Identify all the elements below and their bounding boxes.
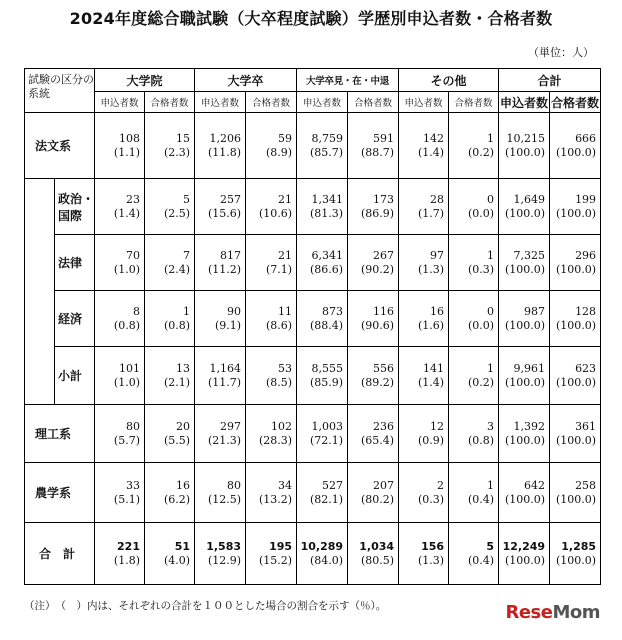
sub-header-applicants: 申込者数 xyxy=(95,92,145,113)
data-cell xyxy=(550,291,601,347)
cell-percent: (2.5) xyxy=(163,206,191,220)
cell-count: 80 xyxy=(126,419,140,433)
cell-percent: (100.0) xyxy=(555,206,597,220)
indent-cell xyxy=(25,347,55,405)
cell-percent: (1.4) xyxy=(417,375,445,389)
data-cell xyxy=(550,347,601,405)
cell-percent: (100.0) xyxy=(555,492,597,506)
cell-count: 666 xyxy=(575,131,597,145)
group-header: 大学卒見・在・中退 xyxy=(297,69,399,92)
category-header: 試験の区分の系統 xyxy=(25,69,95,113)
cell-percent: (100.0) xyxy=(555,318,597,332)
data-cell xyxy=(348,523,399,585)
cell-percent: (0.8) xyxy=(467,433,495,447)
table-row xyxy=(25,347,601,405)
cell-percent: (0.4) xyxy=(467,553,495,567)
cell-count: 7 xyxy=(183,248,191,262)
cell-percent: (80.2) xyxy=(360,492,395,506)
cell-percent: (65.4) xyxy=(360,433,395,447)
cell-count: 23 xyxy=(126,192,140,206)
cell-percent: (100.0) xyxy=(504,318,546,332)
data-cell xyxy=(399,523,449,585)
data-cell xyxy=(195,113,246,179)
data-cell xyxy=(499,347,550,405)
data-cell xyxy=(499,235,550,291)
cell-percent: (90.2) xyxy=(360,262,395,276)
cell-percent: (2.4) xyxy=(163,262,191,276)
cell-percent: (8.6) xyxy=(265,318,293,332)
data-cell xyxy=(145,113,195,179)
row-label: 法律 xyxy=(55,235,95,291)
cell-percent: (5.7) xyxy=(113,433,140,447)
cell-percent: (86.6) xyxy=(309,262,344,276)
cell-percent: (1.1) xyxy=(113,145,140,159)
cell-percent: (89.2) xyxy=(360,375,395,389)
data-cell xyxy=(145,405,195,463)
data-cell xyxy=(449,179,499,235)
row-label: 政治・国際 xyxy=(55,179,95,235)
data-cell xyxy=(297,405,348,463)
cell-percent: (1.3) xyxy=(417,553,445,567)
cell-percent: (1.7) xyxy=(417,206,445,220)
cell-count: 108 xyxy=(119,131,140,145)
cell-count: 1,003 xyxy=(311,419,344,433)
cell-percent: (88.4) xyxy=(309,318,344,332)
data-cell xyxy=(95,291,145,347)
cell-count: 1,649 xyxy=(513,192,546,206)
row-label: 理工系 xyxy=(25,405,95,463)
data-cell xyxy=(246,347,297,405)
data-cell xyxy=(499,405,550,463)
cell-percent: (81.3) xyxy=(309,206,344,220)
resemom-logo xyxy=(505,602,600,623)
cell-percent: (100.0) xyxy=(504,492,546,506)
cell-count: 51 xyxy=(174,539,191,553)
cell-count: 6,341 xyxy=(311,248,344,262)
data-cell xyxy=(449,523,499,585)
row-label: 合 計 xyxy=(25,523,95,585)
data-cell xyxy=(499,463,550,523)
cell-count: 5 xyxy=(486,539,495,553)
cell-percent: (28.3) xyxy=(258,433,293,447)
cell-count: 5 xyxy=(183,192,191,206)
cell-percent: (0.2) xyxy=(467,145,495,159)
data-cell xyxy=(348,113,399,179)
data-cell xyxy=(297,235,348,291)
table-row xyxy=(25,113,601,179)
data-cell xyxy=(399,235,449,291)
data-cell xyxy=(195,347,246,405)
data-cell xyxy=(550,179,601,235)
data-cell xyxy=(195,463,246,523)
cell-count: 0 xyxy=(487,304,495,318)
sub-header-passers: 合格者数 xyxy=(550,92,601,113)
cell-percent: (4.0) xyxy=(163,553,191,567)
cell-percent: (11.7) xyxy=(207,375,242,389)
sub-header-applicants: 申込者数 xyxy=(499,92,550,113)
cell-percent: (72.1) xyxy=(309,433,344,447)
cell-count: 9,961 xyxy=(513,361,546,375)
cell-count: 591 xyxy=(373,131,395,145)
sub-header-passers: 合格者数 xyxy=(449,92,499,113)
group-header: 大学卒 xyxy=(195,69,297,92)
cell-percent: (82.1) xyxy=(309,492,344,506)
cell-count: 33 xyxy=(126,478,140,492)
cell-percent: (0.3) xyxy=(417,492,445,506)
row-label: 農学系 xyxy=(25,463,95,523)
cell-percent: (11.2) xyxy=(207,262,242,276)
cell-count: 141 xyxy=(423,361,445,375)
data-cell xyxy=(348,347,399,405)
cell-percent: (1.0) xyxy=(113,375,140,389)
data-cell xyxy=(550,523,601,585)
cell-count: 221 xyxy=(117,539,140,553)
cell-count: 361 xyxy=(575,419,597,433)
cell-percent: (100.0) xyxy=(504,145,546,159)
cell-percent: (85.7) xyxy=(309,145,344,159)
data-cell xyxy=(246,405,297,463)
table-row xyxy=(25,235,601,291)
cell-percent: (1.3) xyxy=(417,262,445,276)
data-cell xyxy=(499,291,550,347)
cell-count: 16 xyxy=(176,478,191,492)
cell-count: 195 xyxy=(269,539,293,553)
cell-count: 1,206 xyxy=(209,131,242,145)
data-cell xyxy=(550,463,601,523)
data-cell xyxy=(348,463,399,523)
data-cell xyxy=(145,235,195,291)
cell-count: 527 xyxy=(322,478,344,492)
cell-percent: (0.9) xyxy=(417,433,445,447)
cell-count: 21 xyxy=(278,192,293,206)
data-cell xyxy=(246,523,297,585)
data-cell xyxy=(499,179,550,235)
cell-count: 7,325 xyxy=(513,248,546,262)
data-cell xyxy=(297,291,348,347)
cell-count: 642 xyxy=(524,478,546,492)
cell-count: 10,215 xyxy=(506,131,546,145)
cell-count: 0 xyxy=(487,192,495,206)
cell-count: 28 xyxy=(430,192,445,206)
footnote: （注） （ ）内は、それぞれの合計を１００とした場合の割合を示す（％）。 xyxy=(24,600,387,612)
row-label: 経済 xyxy=(55,291,95,347)
cell-count: 267 xyxy=(373,248,395,262)
cell-count: 257 xyxy=(220,192,242,206)
cell-percent: (1.8) xyxy=(113,553,140,567)
cell-count: 11 xyxy=(278,304,293,318)
cell-count: 1,341 xyxy=(311,192,344,206)
data-cell xyxy=(297,523,348,585)
data-cell xyxy=(399,113,449,179)
cell-count: 1,164 xyxy=(209,361,242,375)
cell-count: 21 xyxy=(278,248,293,262)
cell-count: 1 xyxy=(183,304,191,318)
data-cell xyxy=(195,291,246,347)
data-cell xyxy=(195,179,246,235)
cell-percent: (12.9) xyxy=(207,553,242,567)
cell-percent: (100.0) xyxy=(555,145,597,159)
data-cell xyxy=(499,523,550,585)
cell-percent: (0.8) xyxy=(163,318,191,332)
cell-count: 16 xyxy=(430,304,445,318)
logo-text: Mom xyxy=(552,602,600,623)
data-cell xyxy=(348,179,399,235)
cell-percent: (0.0) xyxy=(467,206,495,220)
unit-label: （単位：人） xyxy=(528,46,594,59)
cell-count: 296 xyxy=(575,248,597,262)
cell-count: 156 xyxy=(421,539,445,553)
cell-count: 12,249 xyxy=(502,539,546,553)
cell-count: 90 xyxy=(227,304,242,318)
sub-header-passers: 合格者数 xyxy=(145,92,195,113)
table-row xyxy=(25,463,601,523)
cell-percent: (8.9) xyxy=(265,145,293,159)
cell-percent: (1.4) xyxy=(417,145,445,159)
table-row xyxy=(25,179,601,235)
data-cell xyxy=(95,347,145,405)
cell-percent: (100.0) xyxy=(555,375,597,389)
data-cell xyxy=(195,405,246,463)
cell-percent: (6.2) xyxy=(163,492,191,506)
cell-percent: (2.1) xyxy=(163,375,191,389)
cell-percent: (0.0) xyxy=(467,318,495,332)
data-cell xyxy=(95,405,145,463)
cell-count: 8,555 xyxy=(311,361,344,375)
cell-count: 1 xyxy=(487,478,495,492)
cell-count: 1,034 xyxy=(359,539,395,553)
cell-percent: (15.2) xyxy=(258,553,293,567)
data-cell xyxy=(550,113,601,179)
cell-count: 116 xyxy=(373,304,395,318)
cell-count: 987 xyxy=(524,304,546,318)
cell-count: 12 xyxy=(430,419,445,433)
cell-count: 97 xyxy=(430,248,445,262)
data-cell xyxy=(449,235,499,291)
data-cell xyxy=(499,113,550,179)
cell-percent: (100.0) xyxy=(555,553,597,567)
data-cell xyxy=(246,179,297,235)
cell-count: 8 xyxy=(133,304,140,318)
data-cell xyxy=(246,463,297,523)
indent-cell xyxy=(25,179,55,235)
data-cell xyxy=(348,291,399,347)
table-row xyxy=(25,291,601,347)
cell-percent: (100.0) xyxy=(504,206,546,220)
cell-count: 102 xyxy=(271,419,293,433)
data-cell xyxy=(145,463,195,523)
data-cell xyxy=(399,463,449,523)
cell-count: 3 xyxy=(487,419,495,433)
sub-header-passers: 合格者数 xyxy=(246,92,297,113)
data-cell xyxy=(399,347,449,405)
data-cell xyxy=(95,179,145,235)
data-cell xyxy=(399,405,449,463)
indent-cell xyxy=(25,291,55,347)
cell-count: 873 xyxy=(322,304,344,318)
data-cell xyxy=(195,523,246,585)
data-cell xyxy=(145,291,195,347)
cell-percent: (12.5) xyxy=(207,492,242,506)
data-cell xyxy=(449,291,499,347)
cell-percent: (7.1) xyxy=(265,262,293,276)
data-cell xyxy=(399,291,449,347)
sub-header-passers: 合格者数 xyxy=(348,92,399,113)
cell-count: 59 xyxy=(278,131,293,145)
cell-percent: (5.5) xyxy=(163,433,191,447)
data-cell xyxy=(195,235,246,291)
cell-count: 70 xyxy=(126,248,140,262)
cell-percent: (0.8) xyxy=(113,318,140,332)
cell-percent: (85.9) xyxy=(309,375,344,389)
data-cell xyxy=(297,463,348,523)
cell-percent: (86.9) xyxy=(360,206,395,220)
cell-count: 1,392 xyxy=(513,419,546,433)
cell-percent: (10.6) xyxy=(258,206,293,220)
sub-header-applicants: 申込者数 xyxy=(297,92,348,113)
cell-count: 142 xyxy=(423,131,445,145)
row-label: 法文系 xyxy=(25,113,95,179)
cell-count: 20 xyxy=(176,419,191,433)
cell-percent: (5.1) xyxy=(113,492,140,506)
cell-count: 8,759 xyxy=(311,131,344,145)
cell-count: 207 xyxy=(373,478,395,492)
data-cell xyxy=(550,235,601,291)
data-cell xyxy=(145,179,195,235)
row-label: 小計 xyxy=(55,347,95,405)
data-cell xyxy=(399,179,449,235)
cell-count: 34 xyxy=(278,478,293,492)
cell-count: 1,285 xyxy=(561,539,597,553)
cell-count: 15 xyxy=(176,131,191,145)
indent-cell xyxy=(25,235,55,291)
cell-count: 1 xyxy=(487,131,495,145)
data-cell xyxy=(145,523,195,585)
data-cell xyxy=(449,405,499,463)
cell-percent: (21.3) xyxy=(207,433,242,447)
cell-count: 199 xyxy=(575,192,597,206)
cell-percent: (0.2) xyxy=(467,375,495,389)
page-title: 2024年度総合職試験（大卒程度試験）学歴別申込者数・合格者数 xyxy=(69,9,553,28)
cell-count: 1,583 xyxy=(206,539,242,553)
cell-count: 236 xyxy=(373,419,395,433)
cell-percent: (100.0) xyxy=(504,553,546,567)
data-cell xyxy=(95,463,145,523)
cell-count: 13 xyxy=(176,361,191,375)
cell-count: 53 xyxy=(278,361,293,375)
cell-percent: (84.0) xyxy=(309,553,344,567)
cell-percent: (88.7) xyxy=(360,145,395,159)
cell-count: 80 xyxy=(227,478,242,492)
cell-percent: (8.5) xyxy=(265,375,293,389)
data-cell xyxy=(297,347,348,405)
cell-percent: (1.0) xyxy=(113,262,140,276)
cell-percent: (100.0) xyxy=(504,375,546,389)
data-cell xyxy=(449,463,499,523)
cell-count: 556 xyxy=(373,361,395,375)
cell-percent: (0.4) xyxy=(467,492,495,506)
data-cell xyxy=(297,113,348,179)
data-cell xyxy=(550,405,601,463)
cell-percent: (13.2) xyxy=(258,492,293,506)
cell-count: 173 xyxy=(373,192,395,206)
data-cell xyxy=(348,235,399,291)
data-cell xyxy=(95,113,145,179)
cell-count: 297 xyxy=(220,419,242,433)
data-cell xyxy=(297,179,348,235)
logo-text: Rese xyxy=(505,602,553,623)
group-header: 大学院 xyxy=(95,69,195,92)
cell-count: 128 xyxy=(575,304,597,318)
cell-percent: (1.4) xyxy=(113,206,140,220)
group-header: 合計 xyxy=(499,69,601,92)
cell-count: 1 xyxy=(487,248,495,262)
data-cell xyxy=(246,235,297,291)
cell-percent: (9.1) xyxy=(214,318,242,332)
data-cell xyxy=(449,347,499,405)
data-cell xyxy=(95,235,145,291)
data-cell xyxy=(145,347,195,405)
cell-count: 258 xyxy=(575,478,597,492)
data-cell xyxy=(246,113,297,179)
data-cell xyxy=(95,523,145,585)
data-cell xyxy=(348,405,399,463)
cell-count: 623 xyxy=(575,361,597,375)
cell-count: 1 xyxy=(487,361,495,375)
sub-header-applicants: 申込者数 xyxy=(195,92,246,113)
data-cell xyxy=(449,113,499,179)
table-row xyxy=(25,405,601,463)
cell-percent: (100.0) xyxy=(504,433,546,447)
cell-count: 101 xyxy=(119,361,140,375)
cell-percent: (15.6) xyxy=(207,206,242,220)
data-cell xyxy=(246,291,297,347)
cell-percent: (11.8) xyxy=(207,145,242,159)
cell-percent: (0.3) xyxy=(467,262,495,276)
cell-percent: (100.0) xyxy=(555,433,597,447)
cell-percent: (100.0) xyxy=(504,262,546,276)
cell-percent: (90.6) xyxy=(360,318,395,332)
stats-table xyxy=(24,68,601,585)
table-row xyxy=(25,523,601,585)
group-header: その他 xyxy=(399,69,499,92)
cell-count: 2 xyxy=(437,478,445,492)
cell-percent: (80.5) xyxy=(360,553,395,567)
cell-count: 10,289 xyxy=(300,539,344,553)
cell-percent: (100.0) xyxy=(555,262,597,276)
cell-percent: (1.6) xyxy=(417,318,445,332)
cell-percent: (2.3) xyxy=(163,145,191,159)
sub-header-applicants: 申込者数 xyxy=(399,92,449,113)
cell-count: 817 xyxy=(220,248,242,262)
